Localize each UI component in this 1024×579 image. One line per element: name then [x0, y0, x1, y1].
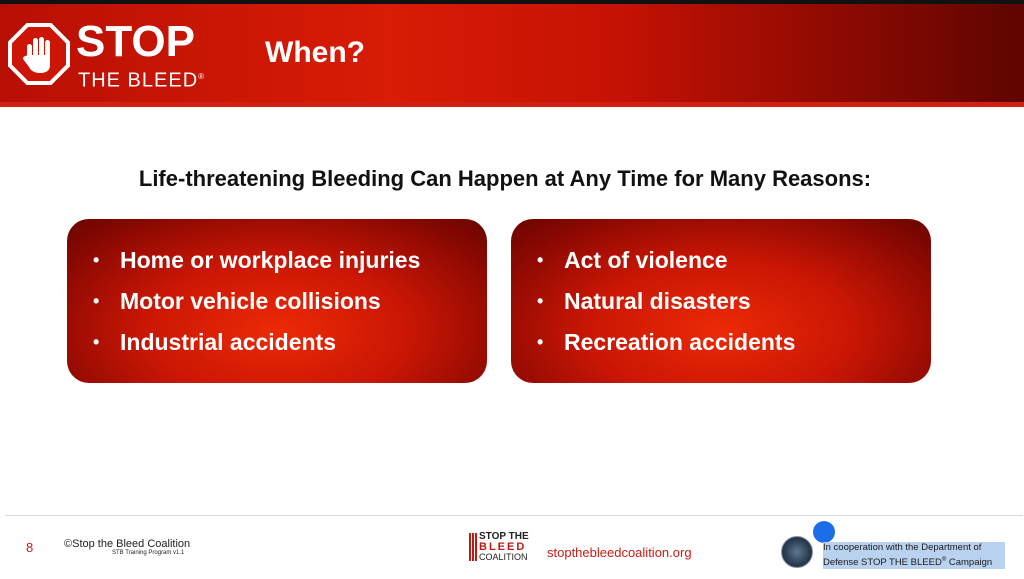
stop-sign-icon — [8, 23, 70, 85]
page-number: 8 — [26, 540, 34, 555]
slide-header — [0, 4, 1024, 102]
list-item: • Recreation accidents — [537, 322, 931, 363]
causes-list-left — [67, 219, 487, 363]
page-title: When? — [265, 36, 365, 69]
causes-list-right — [511, 219, 931, 363]
stop-hand-icon — [23, 35, 55, 75]
website-link[interactable]: stopthebleedcoalition.org — [547, 545, 692, 560]
coalition-logo-bars-icon — [469, 533, 477, 561]
header-accent-stripe — [0, 102, 1024, 107]
causes-panel-left — [67, 219, 487, 383]
copyright-text: ©Stop the Bleed Coalition — [64, 538, 191, 550]
list-item: • Industrial accidents — [93, 322, 487, 363]
cursor-indicator — [813, 521, 835, 543]
logo-the-bleed-text: THE BLEED® — [78, 69, 206, 92]
logo-stop-text: STOP — [76, 17, 196, 66]
coalition-logo-line2: BLEED — [479, 541, 527, 553]
slide-subtitle: Life-threatening Bleeding Can Happen at Any Time for Many Reasons: — [138, 166, 872, 191]
list-item: • Home or workplace injuries — [93, 240, 487, 281]
causes-panel-right — [511, 219, 931, 383]
program-version-text: STB Training Program v1.1 — [112, 550, 185, 556]
coalition-logo-line1: STOP THE — [479, 531, 529, 542]
coalition-logo-line3: COALITION — [479, 552, 528, 562]
cooperation-text[interactable]: In cooperation with the Department of Defense STOP THE BLEED® Campaign — [823, 542, 1005, 569]
list-item: • Act of violence — [537, 240, 931, 281]
dod-seal-icon — [781, 536, 813, 568]
footer-divider — [5, 515, 1023, 516]
stop-the-bleed-logo — [8, 17, 208, 92]
slide — [0, 4, 1024, 579]
coalition-logo — [469, 532, 541, 562]
list-item: • Motor vehicle collisions — [93, 281, 487, 322]
list-item: • Natural disasters — [537, 281, 931, 322]
